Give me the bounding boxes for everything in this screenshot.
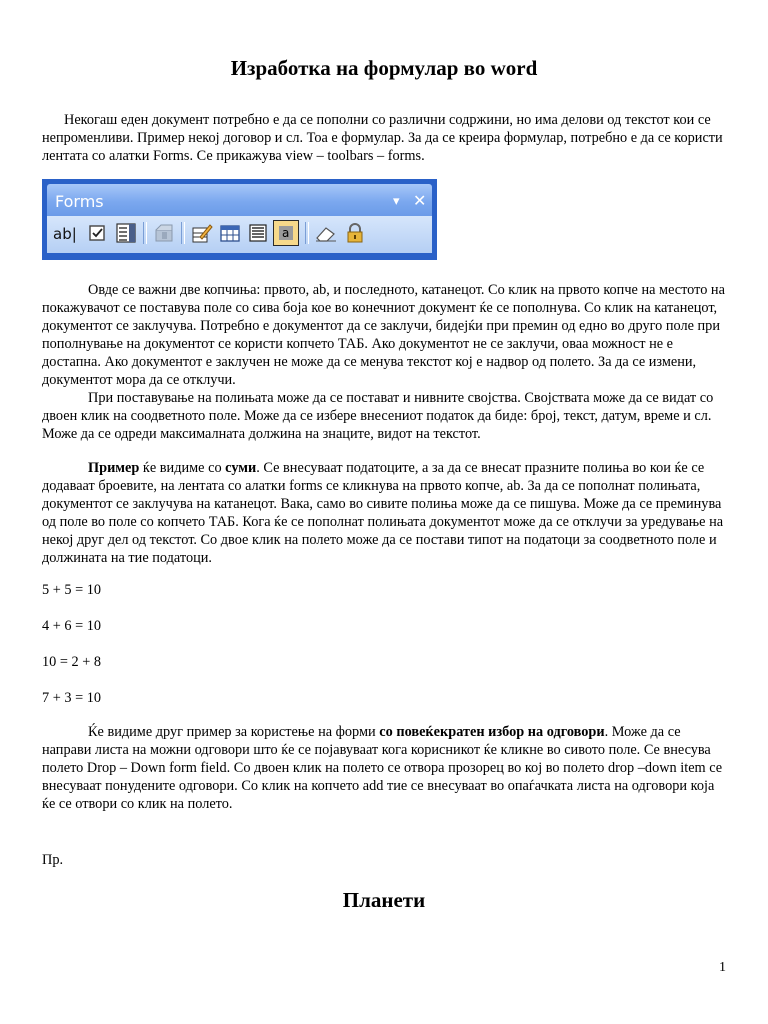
ab-icon [52, 222, 82, 244]
insert-table-button[interactable] [217, 220, 243, 246]
equation-line: 5 + 5 = 10 [42, 582, 102, 598]
toolbar-separator [143, 222, 147, 244]
ab-icon-label: ab| [53, 225, 77, 243]
toolbar-separator [305, 222, 309, 244]
example-bold-label: Пример [88, 460, 140, 476]
reset-form-fields-button[interactable] [313, 220, 339, 246]
drop-down-form-field-button[interactable] [113, 220, 139, 246]
toolbar-title-bar[interactable] [47, 184, 432, 216]
shading-icon [276, 223, 296, 243]
frame-icon [247, 222, 269, 244]
draw-table-button[interactable] [189, 220, 215, 246]
pencil-icon [191, 222, 213, 244]
checkbox-icon [88, 223, 108, 243]
insert-frame-button[interactable] [245, 220, 271, 246]
shading-icon-label: a [282, 226, 290, 240]
toolbar-options-dropdown-icon[interactable]: ▾ [393, 194, 400, 209]
forms-toolbar [42, 179, 437, 260]
multiple-choice-text-part2: . Може да се направи листа на можни одговори што ќе се појавуваат кога корисникот ќе кликне во сивото поле. Се внесува полето Drop – Down form field. Со двоен клик на полето се отвора прозорец во кој во полето drop –down item се внесуваат понудените одговори. Со клик на копчето add тие се внесуваат во опаѓачката листа на одговори која ќе се отвори со клик на полето. [42, 724, 723, 812]
buttons-explanation-paragraph [42, 281, 730, 389]
form-field-options-button[interactable] [151, 220, 177, 246]
multiple-choice-paragraph [42, 723, 730, 813]
section-heading: Планети [342, 888, 426, 912]
table-icon [219, 222, 241, 244]
lock-icon [344, 222, 366, 244]
equation-line: 7 + 3 = 10 [42, 690, 102, 706]
intro-paragraph [42, 111, 730, 165]
document-title: Изработка на формулар во word [230, 56, 538, 80]
options-icon [153, 222, 175, 244]
sums-text-part2: . Се внесуваат податоците, а за да се внесат празните полиња во кои ќе се додаваат броевите, на лентата со алатки forms се кликнува на првото копче, ab. За да се пополнат полињата, документот се заклучува на катанецот. Вака, само во сивите полиња може да се пишува. Може да се преминува од поле во поле со копчето ТАБ. Кога ќе се пополнат полињата документот може да се отклучи за уредување на некој друг дел од текстот. Со двое клик на полето може да се постави типот на податоци за соодветното поле и должината на тие податоци. [42, 460, 724, 566]
toolbar-title: Forms [55, 192, 104, 211]
sums-bold-label: суми [225, 460, 257, 476]
text-form-field-button[interactable] [52, 220, 82, 246]
protect-form-button[interactable] [342, 220, 368, 246]
dropdown-field-icon [115, 222, 137, 244]
form-field-shading-button[interactable] [273, 220, 299, 246]
example-label: Пр. [42, 852, 64, 868]
properties-text: При поставување на полињата може да се постават и нивните својства. Својствата може да се видат со двоен клик на соодветното поле. Може да се избере внесениот податок да биде: број, текст, датум, време и сл. Може да се одреди максималната должина на знаците, видот на текстот. [42, 390, 714, 442]
toolbar-separator [181, 222, 185, 244]
toolbar-buttons-row [47, 216, 432, 253]
sums-example-paragraph [42, 459, 730, 567]
equation-line: 4 + 6 = 10 [42, 618, 102, 634]
multiple-choice-bold: со повеќекратен избор на одговори [379, 724, 605, 740]
buttons-explanation-text: Овде се важни две копчиња: првото, ab, и последното, катанецот. Со клик на првото копче на местото на покажувачот се поставува поле со сива боја кое во конечниот документ ќе се пополнува. Со клик на катанецот, документот се заклучува. Потребно е документот да се заклучи, бидејќи при премин од едно во друго поле при пополнување на документот се користи копчето ТАБ. Ако документот не се заклучи, оваа можност не е достапна. Ако документот е заклучен не може да се менува текстот кој е надвор од полето. За да се измени, документот мора да се отклучи. [42, 282, 725, 388]
check-box-form-field-button[interactable] [85, 220, 111, 246]
properties-paragraph [42, 389, 730, 443]
multiple-choice-text-part1: Ќе видиме друг пример за користење на форми [88, 724, 380, 740]
eraser-icon [314, 222, 338, 244]
toolbar-close-icon[interactable]: ✕ [413, 191, 427, 210]
page-number: 1 [719, 960, 726, 975]
equation-line: 10 = 2 + 8 [42, 654, 102, 670]
intro-paragraph-text: Некогаш еден документ потребно е да се пополни со различни содржини, но има делови од текстот кои се непроменливи. Пример некој договор и сл. Тоа е формулар. За да се креира формулар, потребно е да се користи лентата со алатки Forms. Се прикажува view – toolbars – forms. [42, 112, 723, 164]
sums-text-part1: ќе видиме со [139, 460, 226, 476]
